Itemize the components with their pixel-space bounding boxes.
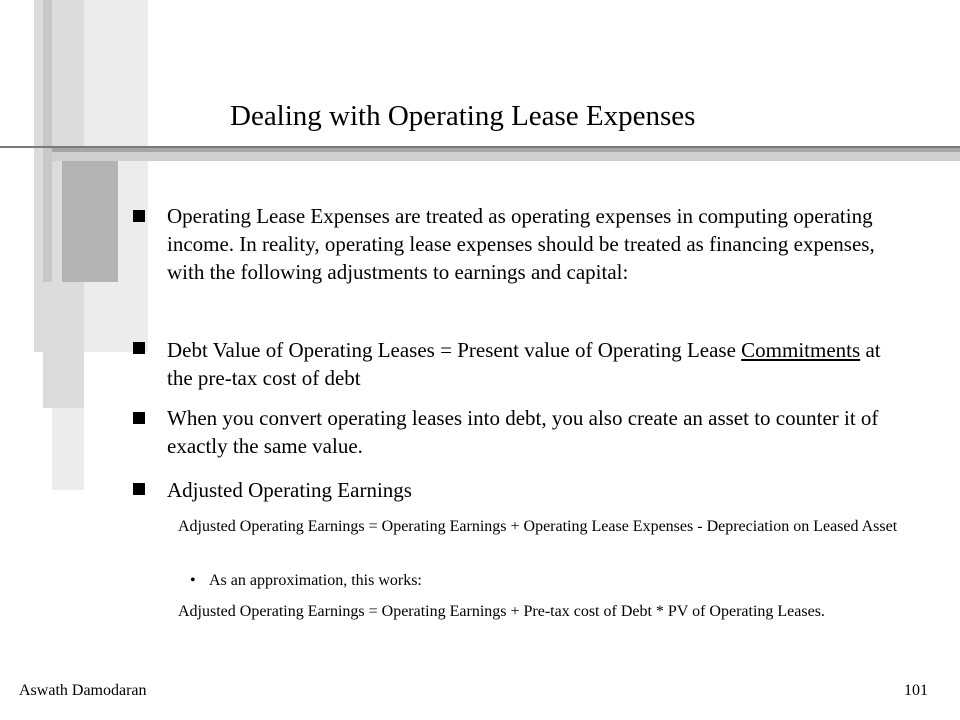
decor-bar-bottom (52, 408, 84, 490)
decor-bar-lower (43, 282, 75, 408)
slide-title: Dealing with Operating Lease Expenses (230, 100, 696, 132)
sub-bullet-marker: • (190, 572, 196, 589)
bullet-2-text-end: at the pre-tax cost of debt (167, 338, 881, 390)
footer-author: Aswath Damodaran (19, 682, 147, 699)
bullet-marker (133, 342, 145, 354)
bullet-marker (133, 210, 145, 222)
bullet-marker (133, 412, 145, 424)
bullet-1-text: Operating Lease Expenses are treated as operating expenses in computing operating income. In reality, operating lease expenses should be treated as financing expenses, with the following adjustments to earnings and capital: (167, 204, 875, 284)
bullet-4-text: Adjusted Operating Earnings (167, 478, 412, 502)
footer-page-number: 101 (904, 682, 928, 699)
bullet-2-text-start: Debt Value of Operating Leases = Present value of Operating Lease (167, 338, 742, 362)
decor-bar-inner (62, 160, 118, 282)
sub-item-3 (178, 601, 898, 623)
bullet-3-text: When you convert operating leases into debt, you also create an asset to counter it of exactly the same value. (167, 406, 879, 458)
title-divider-light (52, 152, 960, 161)
bullet-marker (133, 483, 145, 495)
bullet-2-text (167, 336, 907, 392)
sub-item-1 (178, 516, 898, 538)
sub-item-3-text: Adjusted Operating Earnings = Operating Earnings + Pre-tax cost of Debt * PV of Operating Leases. (178, 603, 825, 620)
sub-item-1-text: Adjusted Operating Earnings = Operating Earnings + Operating Lease Expenses - Depreciation on Leased Asset (178, 518, 898, 535)
sub-item-2-text: As an approximation, this works: (209, 572, 422, 589)
bullet-2-underlined: Commitments (741, 338, 861, 362)
